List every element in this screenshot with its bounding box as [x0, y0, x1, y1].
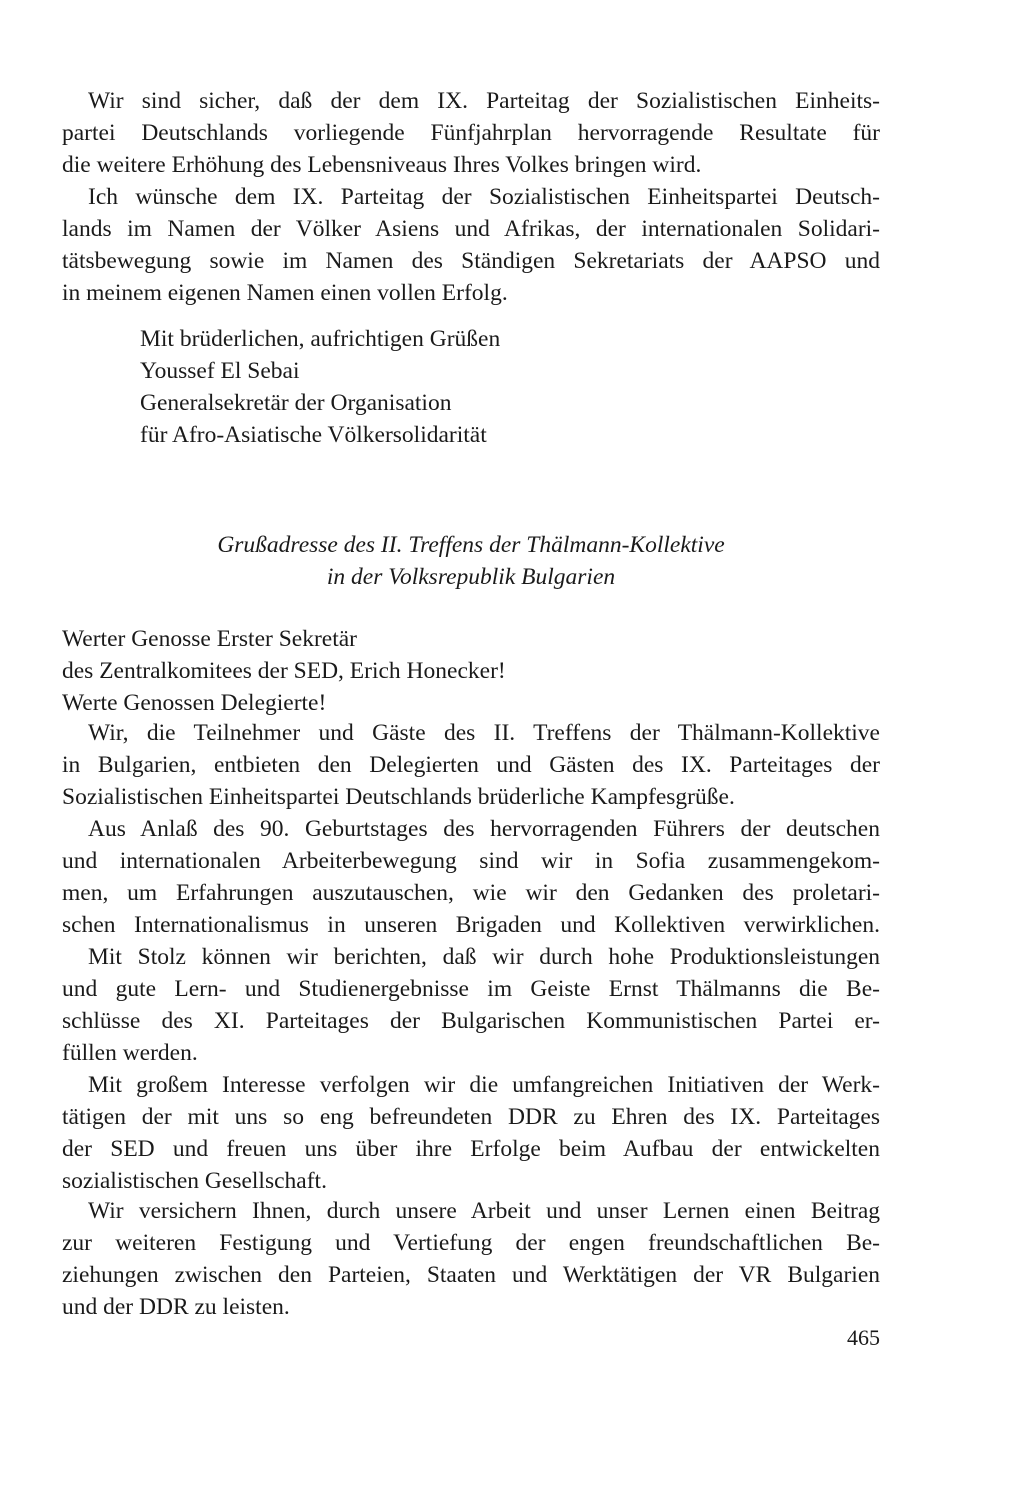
- text-line: Ich wünsche dem IX. Parteitag der Sozialistischen Einheitspartei Deutsch-: [88, 184, 880, 210]
- salutation-line: des Zentralkomitees der SED, Erich Honecker!: [62, 658, 506, 684]
- text-line: und gute Lern- und Studienergebnisse im Geiste Ernst Thälmanns die Be-: [62, 976, 880, 1002]
- text-line: Wir versichern Ihnen, durch unsere Arbeit und unser Lernen einen Beitrag: [88, 1198, 880, 1224]
- text-line: schen Internationalismus in unseren Brigaden und Kollektiven verwirklichen.: [62, 912, 880, 938]
- text-line: ziehungen zwischen den Parteien, Staaten und Werktätigen der VR Bulgarien: [62, 1262, 880, 1288]
- text-line: und der DDR zu leisten.: [62, 1294, 290, 1320]
- text-line: Mit Stolz können wir berichten, daß wir durch hohe Produktionsleistungen: [88, 944, 880, 970]
- text-line: Wir, die Teilnehmer und Gäste des II. Treffens der Thälmann-Kollektive: [88, 720, 880, 746]
- text-line: lands im Namen der Völker Asiens und Afrikas, der internationalen Solidari-: [62, 216, 880, 242]
- text-line: sozialistischen Gesellschaft.: [62, 1168, 327, 1194]
- text-line: schlüsse des XI. Parteitages der Bulgarischen Kommunistischen Partei er-: [62, 1008, 880, 1034]
- text-line: Aus Anlaß des 90. Geburtstages des hervorragenden Führers der deutschen: [88, 816, 880, 842]
- heading-line: Grußadresse des II. Treffens der Thälmann-Kollektive: [217, 532, 725, 558]
- text-line: tätigen der mit uns so eng befreundeten DDR zu Ehren des IX. Parteitages: [62, 1104, 880, 1130]
- text-line: tätsbewegung sowie im Namen des Ständigen Sekretariats der AAPSO und: [62, 248, 880, 274]
- salutation-line: Werte Genossen Delegierte!: [62, 690, 327, 716]
- signatory-title: Generalsekretär der Organisation: [140, 390, 452, 416]
- text-line: partei Deutschlands vorliegende Fünfjahrplan hervorragende Resultate für: [62, 120, 880, 146]
- text-line: in Bulgarien, entbieten den Delegierten und Gästen des IX. Parteitages der: [62, 752, 880, 778]
- text-line: in meinem eigenen Namen einen vollen Erfolg.: [62, 280, 508, 306]
- salutation-line: Werter Genosse Erster Sekretär: [62, 626, 357, 652]
- signatory-organization: für Afro-Asiatische Völkersolidarität: [140, 422, 487, 448]
- signatory-name: Youssef El Sebai: [140, 358, 300, 384]
- text-line: Sozialistischen Einheitspartei Deutschlands brüderliche Kampfesgrüße.: [62, 784, 735, 810]
- closing-line: Mit brüderlichen, aufrichtigen Grüßen: [140, 326, 501, 352]
- text-line: Mit großem Interesse verfolgen wir die umfangreichen Initiativen der Werk-: [88, 1072, 880, 1098]
- page-number: 465: [847, 1325, 880, 1350]
- text-line: füllen werden.: [62, 1040, 198, 1066]
- text-line: die weitere Erhöhung des Lebensniveaus Ihres Volkes bringen wird.: [62, 152, 702, 178]
- text-line: zur weiteren Festigung und Vertiefung der engen freundschaftlichen Be-: [62, 1230, 880, 1256]
- text-line: Wir sind sicher, daß der dem IX. Parteitag der Sozialistischen Einheits-: [88, 88, 880, 114]
- text-line: und internationalen Arbeiterbewegung sind wir in Sofia zusammengekom-: [62, 848, 880, 874]
- text-line: der SED und freuen uns über ihre Erfolge beim Aufbau der entwickelten: [62, 1136, 880, 1162]
- heading-line: in der Volksrepublik Bulgarien: [326, 564, 616, 590]
- text-line: men, um Erfahrungen auszutauschen, wie wir den Gedanken des proletari-: [62, 880, 880, 906]
